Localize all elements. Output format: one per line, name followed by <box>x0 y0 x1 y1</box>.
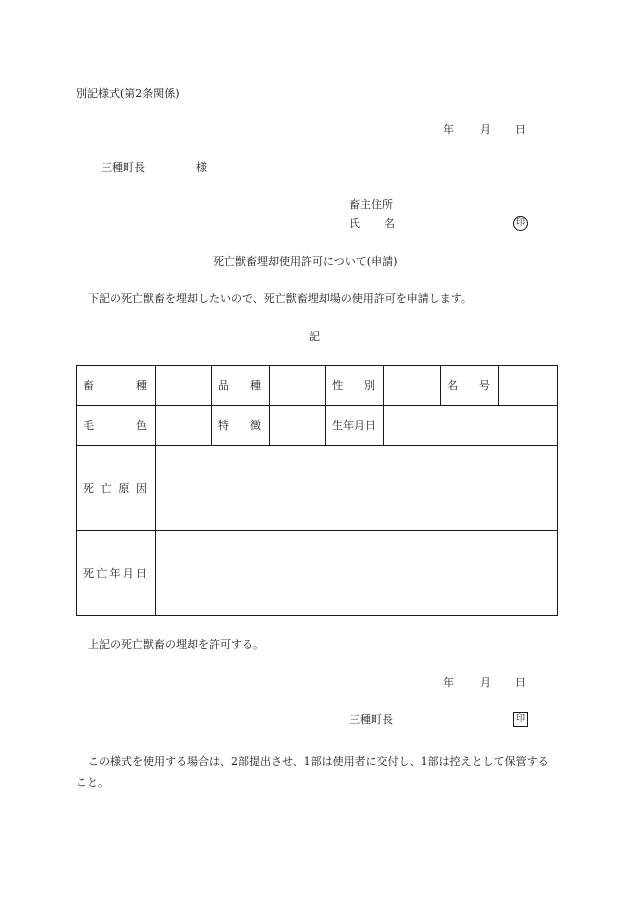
form-label: 別記様式(第2条関係) <box>76 87 180 100</box>
label-features: 特 徴 <box>212 406 270 446</box>
table-row <box>77 446 558 531</box>
approval-date-day: 日 <box>515 676 526 689</box>
label-animal-name: 名 号 <box>441 366 499 406</box>
value-features <box>270 406 326 446</box>
label-death-date: 死亡年月日 <box>77 531 156 616</box>
value-death-date <box>156 531 558 616</box>
approval-date-month: 月 <box>480 676 491 689</box>
table-row <box>77 531 558 616</box>
value-animal-name <box>499 366 558 406</box>
value-livestock-type <box>156 366 212 406</box>
value-coat-color <box>156 406 212 446</box>
label-cause-of-death: 死亡原因 <box>77 446 156 531</box>
usage-notice: この様式を使用する場合は、2部提出させ、1部は使用者に交付し、1部は控えとして保管すること。 <box>76 755 549 789</box>
approval-date-year: 年 <box>443 676 454 689</box>
livestock-record-table <box>76 365 558 616</box>
applicant-seal: 印 <box>513 216 528 231</box>
signer-seal: 印 <box>513 712 528 727</box>
request-text: 下記の死亡獣畜を埋却したいので、死亡獣畜埋却場の使用許可を申請します。 <box>88 292 472 305</box>
date-month: 月 <box>480 123 491 136</box>
label-birth-date: 生年月日 <box>326 406 384 446</box>
signer-name: 三種町長 <box>349 713 393 726</box>
label-coat-color: 毛 色 <box>77 406 156 446</box>
document-title: 死亡獣畜埋却使用許可について(申請) <box>213 255 398 268</box>
ki-marker: 記 <box>309 330 320 343</box>
label-sex: 性 別 <box>326 366 384 406</box>
label-breed: 品 種 <box>212 366 270 406</box>
value-cause-of-death <box>156 446 558 531</box>
value-breed <box>270 366 326 406</box>
table-row <box>77 366 558 406</box>
value-birth-date <box>384 406 558 446</box>
addressee-name: 三種町長 <box>101 161 145 174</box>
applicant-name-label-2: 名 <box>384 217 395 230</box>
value-sex <box>384 366 441 406</box>
date-day: 日 <box>515 123 526 136</box>
addressee-honorific: 様 <box>196 161 207 174</box>
date-year: 年 <box>443 123 454 136</box>
applicant-address-label: 畜主住所 <box>349 198 393 211</box>
approval-text: 上記の死亡獣畜の埋却を許可する。 <box>88 638 264 651</box>
applicant-name-label-1: 氏 <box>349 217 360 230</box>
label-livestock-type: 畜 種 <box>77 366 156 406</box>
table-row <box>77 406 558 446</box>
